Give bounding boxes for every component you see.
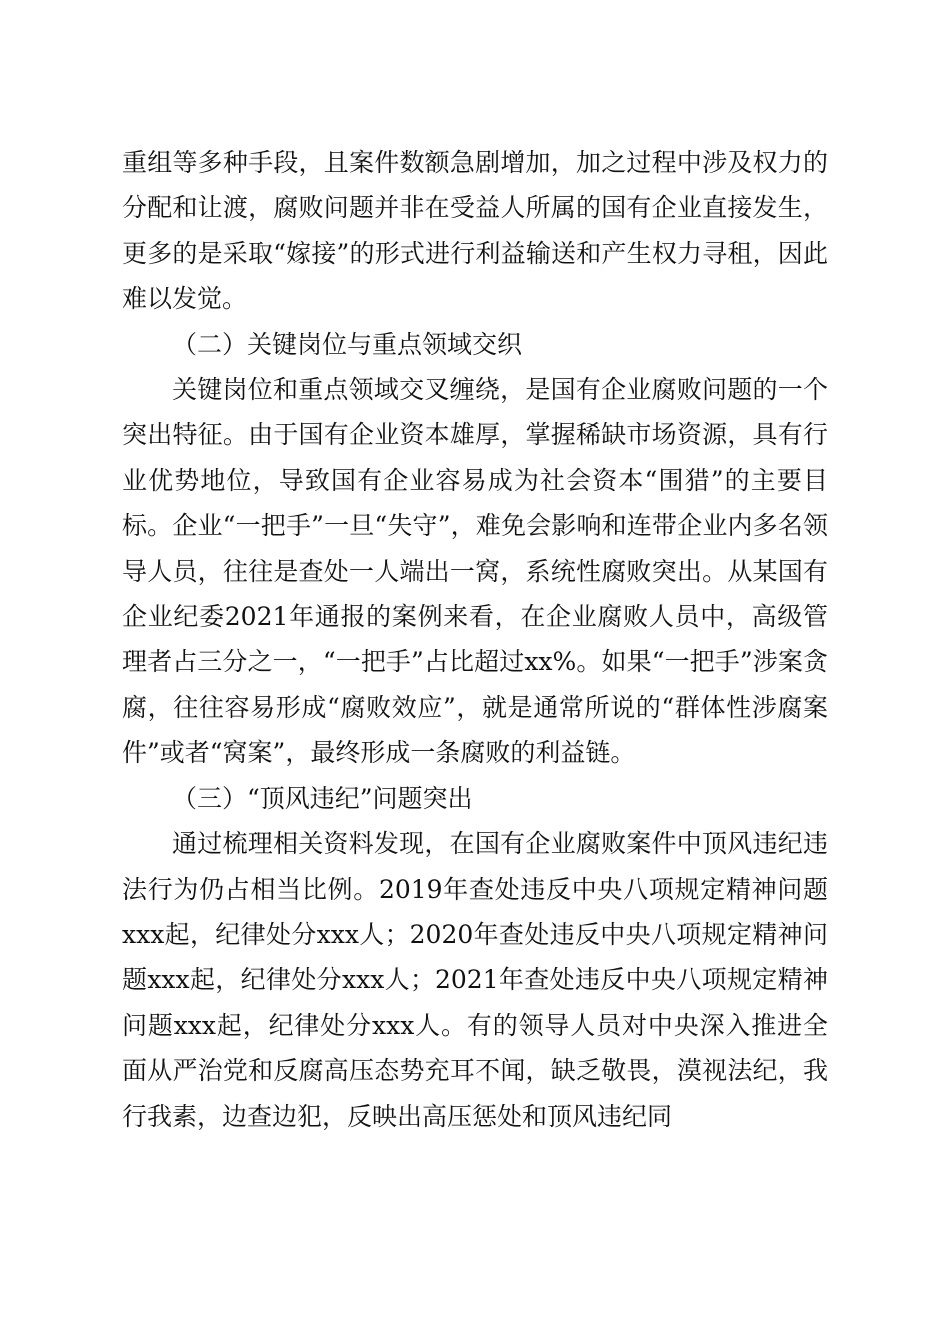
section-heading-3: （三）“顶风违纪”问题突出 xyxy=(172,783,473,813)
paragraph-violations: 通过梳理相关资料发现，在国有企业腐败案件中顶风违纪违法行为仍占相当比例。2019年查处违反中央八项规定精神问题xxx起，纪律处分xxx人；2020年查处违反中央八项规定精神问题xxx起，纪律处分xxx人；2021年查处违反中央八项规定精神问题xxx起，纪律处分xxx人。有的领导人员对中央深入推进全面从严治党和反腐高压态势充耳不闻，缺乏敬畏，漠视法纪，我行我素，边查边犯，反映出高压惩处和顶风违纪同 xyxy=(122,829,828,1131)
document-body xyxy=(122,140,828,1139)
section-heading-2: （二）关键岗位与重点领域交织 xyxy=(172,329,523,359)
paragraph-continued-text: 重组等多种手段，且案件数额急剧增加，加之过程中涉及权力的分配和让渡，腐败问题并非在受益人所属的国有企业直接发生，更多的是采取“嫁接”的形式进行利益输送和产生权力寻租，因此难以发觉。 xyxy=(122,148,828,314)
paragraph-key-positions: 关键岗位和重点领域交叉缠绕，是国有企业腐败问题的一个突出特征。由于国有企业资本雄厚，掌握稀缺市场资源，具有行业优势地位，导致国有企业容易成为社会资本“围猎”的主要目标。企业“一把手”一旦“失守”，难免会影响和连带企业内多名领导人员，往往是查处一人端出一窝，系统性腐败突出。从某国有企业纪委2021年通报的案例来看，在企业腐败人员中，高级管理者占三分之一，“一把手”占比超过xx%。如果“一把手”涉案贪腐，往往容易形成“腐败效应”，就是通常所说的“群体性涉腐案件”或者“窝案”，最终形成一条腐败的利益链。 xyxy=(122,375,828,768)
